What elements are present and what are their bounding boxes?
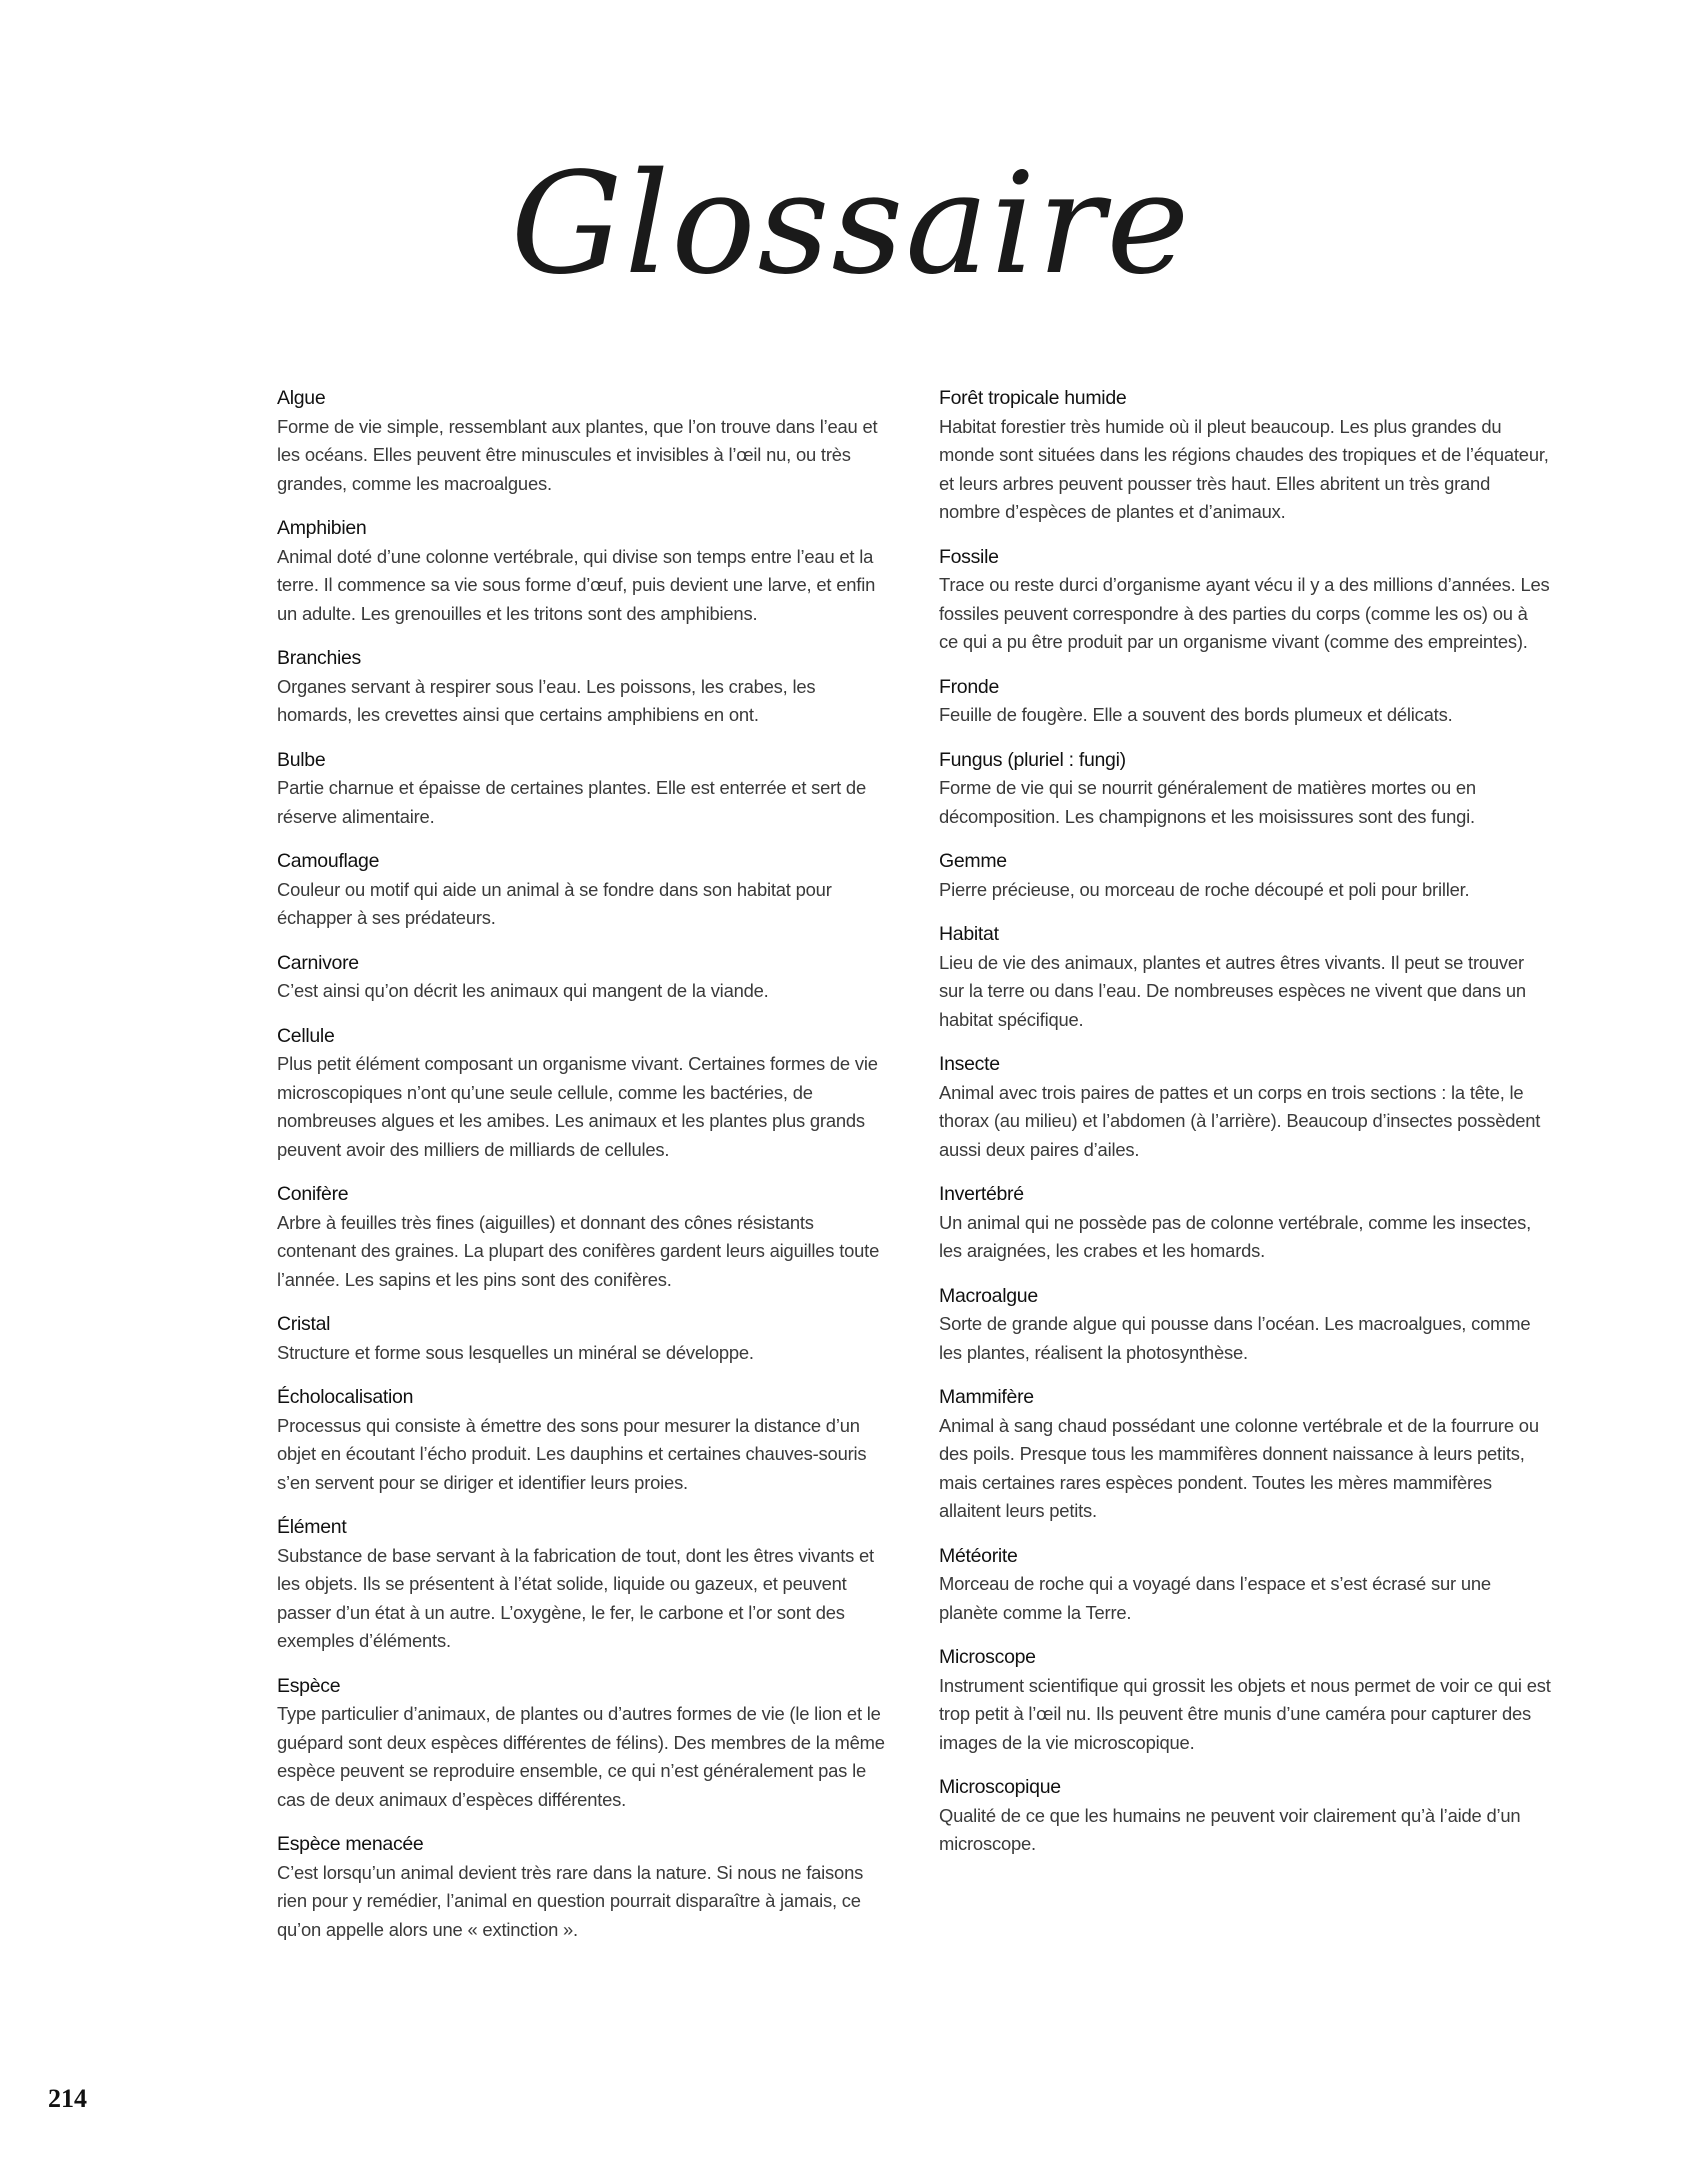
glossary-term: Conifère <box>277 1183 349 1205</box>
glossary-term: Microscope <box>939 1646 1036 1668</box>
glossary-entry <box>277 1672 889 1815</box>
glossary-definition: Lieu de vie des animaux, plantes et autres êtres vivants. Il peut se trouver sur la terre ou dans l’eau. De nombreuses espèces ne vivent que dans un habitat spécifique. <box>939 951 1526 1030</box>
glossary-definition: Processus qui consiste à émettre des sons pour mesurer la distance d’un objet en écoutant l’écho produit. Les dauphins et certaines chauves-souris s’en servent pour se diriger et identifier leurs proies. <box>277 1414 867 1493</box>
glossary-definition: Habitat forestier très humide où il pleut beaucoup. Les plus grandes du monde sont situées dans les régions chaudes des tropiques et de l’équateur, et leurs arbres peuvent pousser très haut. Elles abritent un très grand nombre d’espèces de plantes et d’animaux. <box>939 415 1549 522</box>
glossary-term: Carnivore <box>277 951 359 974</box>
glossary-entry <box>277 1383 889 1497</box>
glossary-entry <box>939 847 1551 904</box>
glossary-entry <box>939 1643 1551 1757</box>
glossary-definition: Trace ou reste durci d’organisme ayant vécu il y a des millions d’années. Les fossiles peuvent correspondre à des parties du corps (comme les os) ou à ce qui a pu être produit par un organisme vivant (comme des empreintes). <box>939 574 1550 652</box>
glossary-term: Fungus (pluriel : fungi) <box>939 748 1126 771</box>
page-title: Glossaire <box>510 143 1192 306</box>
glossary-column-right <box>939 384 1551 1875</box>
glossary-definition: Substance de base servant à la fabrication de tout, dont les êtres vivants et les objets. Ils se présentent à l’état solide, liquide ou gazeux, et peuvent passer d’un état à un autre. L’oxygène, le fer, le carbone et l’or sont des exemples d’éléments. <box>277 1544 874 1651</box>
glossary-entry <box>939 1050 1551 1164</box>
glossary-entry <box>277 1022 889 1165</box>
glossary-entry <box>277 514 889 628</box>
glossary-entry <box>277 644 889 730</box>
glossary-definition: Feuille de fougère. Elle a souvent des bords plumeux et délicats. <box>939 704 1453 725</box>
page-number: 214 <box>48 2084 87 2113</box>
glossary-entry <box>277 1830 889 1944</box>
glossary-term: Cellule <box>277 1024 335 1047</box>
glossary-definition: C’est ainsi qu’on décrit les animaux qui mangent de la viande. <box>277 980 769 1001</box>
glossary-entry <box>939 673 1551 730</box>
glossary-entry <box>939 1383 1551 1526</box>
glossary-term: Cristal <box>277 1313 331 1335</box>
glossary-definition: Qualité de ce que les humains ne peuvent voir clairement qu’à l’aide d’un microscope. <box>939 1804 1521 1854</box>
glossary-definition: Animal doté d’une colonne vertébrale, qui divise son temps entre l’eau et la terre. Il commence sa vie sous forme d’œuf, puis devient une larve, et enfin un adulte. Les grenouilles et les tritons sont des amphibiens. <box>277 545 876 624</box>
glossary-entry <box>277 1310 889 1367</box>
glossary-column-left <box>277 384 889 1960</box>
glossary-term: Habitat <box>939 923 999 945</box>
glossary-entry <box>939 384 1551 527</box>
glossary-definition: Type particulier d’animaux, de plantes ou d’autres formes de vie (le lion et le guépard sont deux espèces différentes de félins). Des membres de la même espèce peuvent se reproduire ensemble, ce qui n’est généralement pas le cas de deux animaux d’espèces différentes. <box>277 1703 885 1810</box>
glossary-definition: Animal avec trois paires de pattes et un corps en trois sections : la tête, le thorax (au milieu) et l’abdomen (à l’arrière). Beaucoup d’insectes possèdent aussi deux paires d’ailes. <box>939 1081 1541 1160</box>
glossary-definition: Structure et forme sous lesquelles un minéral se développe. <box>277 1341 754 1363</box>
glossary-definition: Partie charnue et épaisse de certaines plantes. Elle est enterrée et sert de réserve alimentaire. <box>277 777 866 827</box>
glossary-definition: Sorte de grande algue qui pousse dans l’océan. Les macroalgues, comme les plantes, réalisent la photosynthèse. <box>939 1313 1531 1363</box>
glossary-definition: Forme de vie simple, ressemblant aux plantes, que l’on trouve dans l’eau et les océans. Elles peuvent être minuscules et invisibles à l’œil nu, ou très grandes, comme les macroalgues. <box>277 415 878 494</box>
glossary-definition: Forme de vie qui se nourrit généralement de matières mortes ou en décomposition. Les champignons et les moisissures sont des fungi. <box>939 777 1476 827</box>
glossary-term: Mammifère <box>939 1386 1034 1408</box>
glossary-term: Amphibien <box>277 517 367 539</box>
glossary-definition: Animal à sang chaud possédant une colonne vertébrale et de la fourrure ou des poils. Presque tous les mammifères donnent naissance à leurs petits, mais certaines rares espèces pondent. Toutes les mères mammifères allaitent leurs petits. <box>939 1414 1539 1521</box>
glossary-term: Fossile <box>939 545 999 568</box>
glossary-definition: Couleur ou motif qui aide un animal à se fondre dans son habitat pour échapper à ses prédateurs. <box>277 878 832 928</box>
glossary-entry <box>939 1773 1551 1859</box>
glossary-term: Invertébré <box>939 1183 1024 1205</box>
glossary-definition: Arbre à feuilles très fines (aiguilles) et donnant des cônes résistants contenant des graines. La plupart des conifères gardent leurs aiguilles toute l’année. Les sapins et les pins sont des conifères. <box>277 1211 880 1290</box>
glossary-entry <box>277 949 889 1006</box>
glossary-entry <box>277 746 889 832</box>
glossary-entry <box>277 1513 889 1656</box>
glossary-entry <box>939 1282 1551 1368</box>
glossary-term: Fronde <box>939 675 999 698</box>
glossary-definition: Plus petit élément composant un organisme vivant. Certaines formes de vie microscopiques n’ont qu’une seule cellule, comme les bactéries, de nombreuses algues et les amibes. Les animaux et les plantes plus grands peuvent avoir des milliers de milliards de cellules. <box>277 1053 878 1160</box>
glossary-term: Bulbe <box>277 748 326 771</box>
glossary-term: Gemme <box>939 850 1007 872</box>
glossary-entry <box>939 543 1551 657</box>
glossary-entry <box>277 1180 889 1294</box>
glossary-term: Microscopique <box>939 1776 1061 1798</box>
glossary-entry <box>277 384 889 498</box>
glossary-term: Espèce <box>277 1674 341 1697</box>
glossary-term: Forêt tropicale humide <box>939 387 1127 409</box>
glossary-entry <box>939 1180 1551 1266</box>
glossary-term: Élément <box>277 1516 347 1538</box>
glossary-entry <box>939 746 1551 832</box>
glossary-term: Branchies <box>277 647 362 669</box>
glossary-term: Écholocalisation <box>277 1386 414 1408</box>
glossary-entry <box>939 1542 1551 1628</box>
glossary-entry <box>277 847 889 933</box>
glossary-term: Algue <box>277 387 326 409</box>
glossary-term: Météorite <box>939 1544 1018 1567</box>
glossary-entry <box>939 920 1551 1034</box>
glossary-definition: Pierre précieuse, ou morceau de roche découpé et poli pour briller. <box>939 878 1470 900</box>
glossary-term: Insecte <box>939 1053 1000 1075</box>
glossary-term: Espèce menacée <box>277 1833 424 1855</box>
glossary-definition: Un animal qui ne possède pas de colonne vertébrale, comme les insectes, les araignées, les crabes et les homards. <box>939 1211 1532 1261</box>
glossary-definition: Instrument scientifique qui grossit les objets et nous permet de voir ce qui est trop petit à l’œil nu. Ils peuvent être munis d’une caméra pour capturer des images de la vie microscopique. <box>939 1674 1551 1753</box>
glossary-definition: Morceau de roche qui a voyagé dans l’espace et s’est écrasé sur une planète comme la Terre. <box>939 1573 1491 1623</box>
glossary-definition: Organes servant à respirer sous l’eau. Les poissons, les crabes, les homards, les crevettes ainsi que certains amphibiens en ont. <box>277 675 816 725</box>
glossary-term: Camouflage <box>277 850 380 872</box>
glossary-definition: C’est lorsqu’un animal devient très rare dans la nature. Si nous ne faisons rien pour y remédier, l’animal en question pourrait disparaître à jamais, ce qu’on appelle alors une « extinction ». <box>277 1861 864 1940</box>
glossary-term: Macroalgue <box>939 1284 1038 1307</box>
